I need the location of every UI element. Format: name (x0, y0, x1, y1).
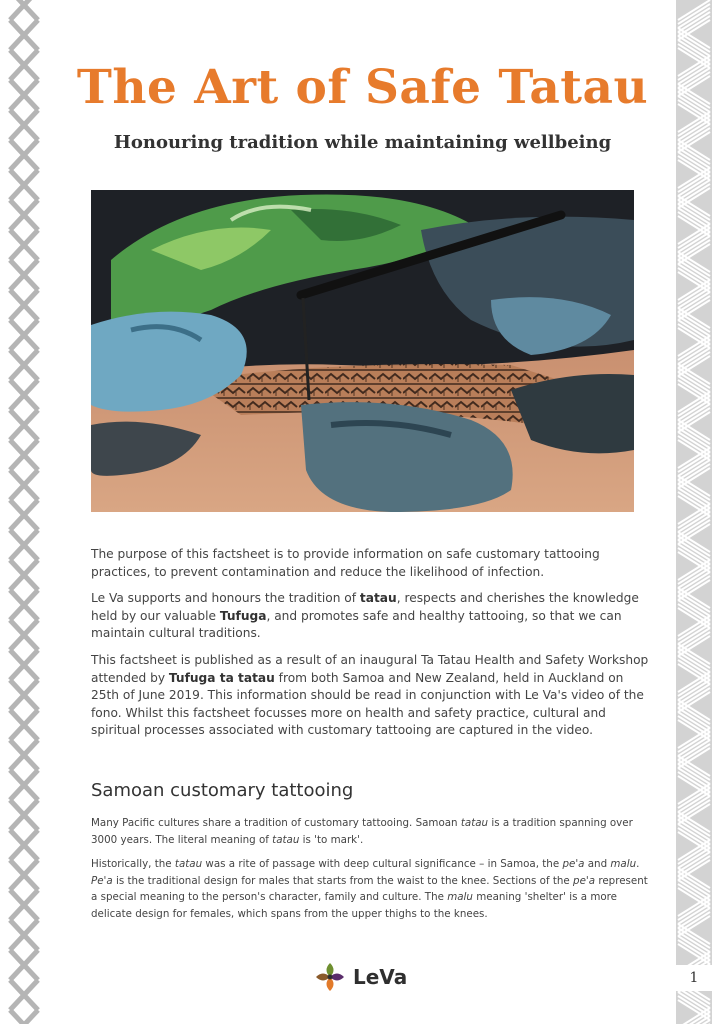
border-chevron (24, 830, 38, 860)
border-chevron (24, 440, 38, 470)
border-chevron (24, 0, 38, 20)
border-chevron (24, 710, 38, 740)
border-chevron (24, 350, 38, 380)
border-chevron (24, 590, 38, 620)
border-chevron (24, 620, 38, 650)
border-chevron (24, 740, 38, 770)
border-chevron (24, 140, 38, 170)
intro-text (91, 546, 651, 749)
border-chevron (24, 980, 38, 1010)
leva-logo (313, 960, 407, 994)
section-paragraph-2: Historically, the tatau was a rite of passage with deep cultural significance – in Samoa, the pe'a and malu. Pe'a is the traditional design for males that starts from the waist to the knee. Sections of the pe'a represent a special meaning to the person's character, family and culture. The malu meaning 'shelter' is a more delicate design for females, which spans from the upper thighs to the knees. (91, 858, 648, 920)
border-chevron (24, 890, 38, 920)
border-chevron (24, 290, 38, 320)
border-chevron (24, 230, 38, 260)
section-heading: Samoan customary tattooing (91, 780, 354, 801)
border-chevron (24, 470, 38, 500)
page-title: The Art of Safe Tatau (76, 60, 649, 115)
page-number: 1 (676, 965, 712, 991)
intro-paragraph-2: Le Va supports and honours the tradition of tatau, respects and cherishes the knowledge held by our valuable Tufuga, and promotes safe and healthy tattooing, so that we can maintain cultural traditions. (91, 591, 639, 641)
border-chevron (24, 320, 38, 350)
border-chevron (24, 920, 38, 950)
border-chevron (10, 1010, 24, 1024)
border-chevron (24, 530, 38, 560)
leva-logo-text: LeVa (353, 965, 408, 989)
border-chevron (24, 50, 38, 80)
border-chevron (24, 500, 38, 530)
border-chevron (10, 0, 24, 20)
border-chevron (24, 1010, 38, 1024)
border-chevron (24, 200, 38, 230)
border-chevron (24, 110, 38, 140)
border-chevron (24, 950, 38, 980)
right-border-pattern (676, 0, 712, 1024)
border-chevron (24, 170, 38, 200)
intro-paragraph-1: The purpose of this factsheet is to provide information on safe customary tattooing practices, to prevent contamination and reduce the likelihood of infection. (91, 547, 600, 579)
border-chevron (24, 650, 38, 680)
section-paragraph-1: Many Pacific cultures share a tradition of customary tattooing. Samoan tatau is a tradition spanning over 3000 years. The literal meaning of tatau is 'to mark'. (91, 817, 633, 846)
border-chevron (24, 560, 38, 590)
intro-paragraph-3: This factsheet is published as a result of an inaugural Ta Tatau Health and Safety Workshop attended by Tufuga ta tatau from both Samoa and New Zealand, held in Auckland on 25th of June 2019. This information should be read in conjunction with Le Va's video of the fono. Whilst this factsheet focusses more on health and safety practice, cultural and spiritual processes associated with customary tattooing are captured in the video. (91, 652, 649, 738)
left-border-pattern (6, 0, 42, 1024)
border-chevron (24, 860, 38, 890)
border-chevron (24, 80, 38, 110)
border-chevron (24, 20, 38, 50)
tatau-photo (91, 190, 634, 512)
border-chevron (24, 260, 38, 290)
border-chevron (24, 410, 38, 440)
leva-logo-icon (313, 960, 347, 994)
border-chevron (24, 770, 38, 800)
border-chevron (24, 380, 38, 410)
page-subtitle: Honouring tradition while maintaining wellbeing (113, 132, 612, 153)
section-body (91, 815, 651, 930)
border-chevron (24, 800, 38, 830)
border-chevron (24, 680, 38, 710)
